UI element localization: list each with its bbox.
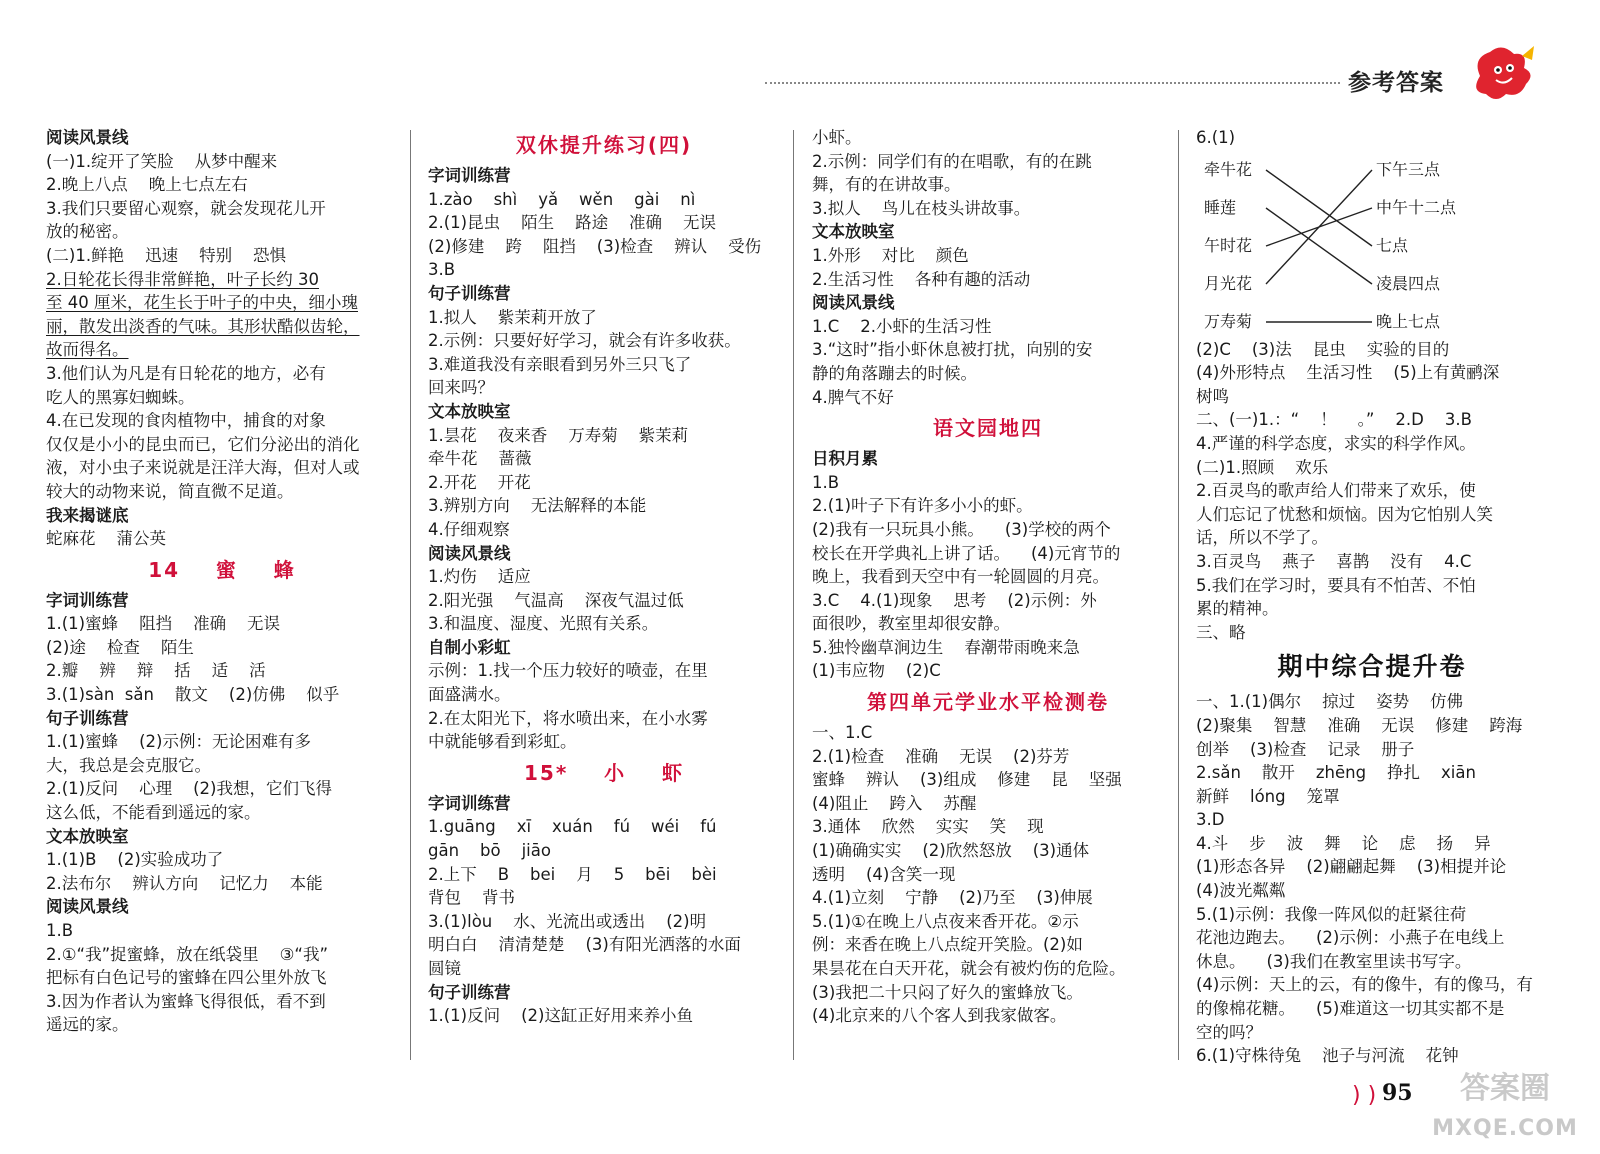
answer-line: (二)1.鲜艳 迅速 特别 恐惧 [46,245,287,265]
answer-line: 3.辨别方向 无法解释的本能 [428,496,647,516]
answer-line: 1.灼伤 适应 [428,567,531,587]
lesson-title: 14 蜜 蜂 [148,557,296,582]
answer-line: 3.B [428,260,456,280]
answer-line: 休息。 (3)我们在教室里读书写字。 [1196,951,1472,971]
match-left-item: 睡莲 [1204,197,1237,217]
answer-line: 仅仅是小小的昆虫而已，它们分泌出的消化 [46,434,360,454]
answer-line: 把标有白色记号的蜜蜂在四公里外放飞 [46,968,327,988]
answer-line: 3.我们只要留心观察，就会发现花儿开 [46,198,326,218]
section-heading: 句子训练营 [428,982,511,1002]
answer-line: (4)波光粼粼 [1196,881,1286,901]
answer-line: 3.因为作者认为蜜蜂飞得很低，看不到 [46,991,326,1011]
answer-line: 液，对小虫子来说就是汪洋大海，但对人或 [46,458,360,478]
answer-column-2 [428,126,780,1066]
answer-line: 3.(1)lòu 水、光流出或透出 (2)明 [428,911,707,931]
answer-line: 的像棉花糖。 (5)难道这一切其实都不是 [1196,999,1505,1019]
section-heading: 阅读风景线 [812,293,895,313]
section-heading: 句子训练营 [428,283,511,303]
answer-line: 2.法布尔 辨认方向 记忆力 本能 [46,873,323,893]
answer-column-3 [812,126,1164,1066]
answer-line: (1)确确实实 (2)欣然怒放 (3)通体 [812,841,1090,861]
answer-line: (2)聚集 智慧 准确 无误 修建 跨海 [1196,715,1523,735]
answer-line: 晚上，我看到天空中有一轮圆圆的月亮。 [812,567,1109,587]
answer-line: 1.(1)蜜蜂 (2)示例：无论困难有多 [46,732,311,752]
section-heading: 我来揭谜底 [46,505,129,525]
answer-line: 一、1.(1)偶尔 掠过 姿势 仿佛 [1196,692,1464,712]
answer-line: 放的秘密。 [46,222,129,242]
answer-line: 回来吗？ [428,378,494,398]
match-line [1266,170,1372,246]
answer-line: 校长在开学典礼上讲了话。 (4)元宵节的 [812,543,1121,563]
answer-line: 三、略 [1196,622,1246,642]
section-heading: 文本放映室 [46,826,129,846]
answer-line: (二)1.照顾 欢乐 [1196,457,1329,477]
answer-line: 3.和温度、湿度、光照有关系。 [428,614,659,634]
answer-line: 1.拟人 紫茉莉开放了 [428,307,597,327]
answer-line: 静的角落蹦去的时候。 [812,363,977,383]
answer-line: 2.sǎn 散开 zhēng 挣扎 xiān [1196,763,1476,783]
answer-line: 蜜蜂 辨认 (3)组成 修建 昆 坚强 [812,770,1122,790]
page-header-title: 参考答案 [1348,70,1444,96]
match-left-item: 午时花 [1204,235,1253,255]
match-left-item: 万寿菊 [1204,311,1253,331]
watermark-logo-text: 答案圈 [1460,1071,1550,1106]
answer-line: 二、(一)1.：“ ！ 。” 2.D 3.B [1196,410,1472,430]
answer-line: 2.示例：只要好好学习，就会有许多收获。 [428,331,741,351]
underlined-answer-line: 故而得名。 [46,340,129,360]
answer-line: 2.示例：同学们有的在唱歌，有的在跳 [812,151,1092,171]
answer-line: 例：来香在晚上八点绽开笑脸。(2)如 [812,935,1083,955]
watermark-url: MXQE.COM [1432,1116,1578,1141]
answer-line: 4.仔细观察 [428,519,510,539]
answer-line: 1.(1)反问 (2)这缸正好用来养小鱼 [428,1006,693,1026]
answer-line: (2)修建 跨 阻挡 (3)检查 辨认 受伤 [428,236,762,256]
answer-line: 2.百灵鸟的歌声给人们带来了欢乐，使 [1196,481,1476,501]
match-left-item: 牵牛花 [1204,159,1253,179]
answer-line: 1.外形 对比 颜色 [812,245,969,265]
column-divider [410,130,411,1060]
answer-line: 面盛满水。 [428,685,511,705]
answer-line: 这么低，不能看到遥远的家。 [46,803,261,823]
section-heading: 字词训练营 [46,590,129,610]
answer-line: 3.拟人 鸟儿在枝头讲故事。 [812,198,1031,218]
underlined-answer-line: 2.日轮花长得非常鲜艳，叶子长约 30 [46,269,319,289]
answer-line: 2.(1)叶子下有许多小小的虾。 [812,496,1033,516]
answer-line: (4)阻止 跨入 苏醒 [812,793,977,813]
answer-line: 4.脾气不好 [812,387,894,407]
answer-line: 话，所以不学了。 [1196,528,1328,548]
answer-line: 5.我们在学习时，要具有不怕苦、不怕 [1196,575,1476,595]
answer-line: 3.难道我没有亲眼看到另外三只飞了 [428,354,692,374]
answer-line: 2.上下 B bei 月 5 bēi bèi [428,864,717,884]
answer-line: 2.①“我”捉蜜蜂，放在纸袋里 ③“我” [46,944,328,964]
section-heading: 自制小彩虹 [428,637,511,657]
header-rule [765,82,1340,84]
match-right-item: 中午十二点 [1376,197,1457,217]
answer-line: 人们忘记了忧愁和烦恼。因为它怕别人笑 [1196,504,1493,524]
section-heading: 字词训练营 [428,793,511,813]
answer-line: 1.B [46,921,74,940]
lesson-title: 15* 小 虾 [524,760,684,785]
answer-line: 一、1.C [812,723,873,743]
match-right-item: 凌晨四点 [1376,273,1441,293]
answer-line: 3.(1)sàn sǎn 散文 (2)仿佛 似乎 [46,685,340,705]
answer-line: 3.他们认为凡是有日轮花的地方，必有 [46,363,326,383]
answer-line: 5.独怜幽草涧边生 春潮带雨晚来急 [812,637,1080,657]
answer-column-1 [46,126,398,1066]
answer-line: 花池边跑去。 (2)示例：小燕子在电线上 [1196,928,1505,948]
answer-line: 1.(1)B (2)实验成功了 [46,850,224,870]
exam-title: 期中综合提升卷 [1277,652,1467,682]
answer-line: 2.瓣 辨 辩 括 适 活 [46,661,266,681]
page-number: 95 [1382,1080,1413,1106]
answer-line: 2.(1)昆虫 陌生 路途 准确 无误 [428,213,717,233]
answer-column-4 [1196,126,1548,1066]
answer-line: 2.晚上八点 晚上七点左右 [46,175,248,195]
answer-line: 背包 背书 [428,888,515,908]
answer-line: 1.C 2.小虾的生活习性 [812,316,992,336]
answer-line: 1.guāng xī xuán fú wéi fú [428,817,717,837]
section-heading: 字词训练营 [428,166,511,185]
answer-line: 小虾。 [812,128,862,147]
answer-line: 3.百灵鸟 燕子 喜鹊 没有 4.C [1196,551,1472,571]
underlined-answer-line: 丽，散发出淡香的气味。其形状酷似齿轮， [46,316,360,336]
answer-line: 大，我总是会克服它。 [46,755,211,775]
answer-line: 1.昙花 夜来香 万寿菊 紫茉莉 [428,425,689,445]
section-heading: 文本放映室 [812,222,895,242]
answer-line: 明白白 清清楚楚 (3)有阳光洒落的水面 [428,935,741,955]
answer-line: 6.(1) [1196,128,1236,147]
match-line [1266,208,1372,284]
answer-line: 牵牛花 蔷薇 [428,449,532,469]
lesson-title: 双休提升练习(四) [515,133,693,157]
answer-line: 3.C 4.(1)现象 思考 (2)示例：外 [812,590,1097,610]
mascot-logo-icon [1462,38,1542,108]
answer-line: (2)C (3)法 昆虫 实验的目的 [1196,339,1450,359]
match-line [1266,170,1372,284]
section-heading: 文本放映室 [428,401,511,421]
answer-line: 吃人的黑寡妇蜘蛛。 [46,387,195,407]
lesson-title: 语文园地四 [933,416,1043,441]
answer-line: 创举 (3)检查 记录 册子 [1196,739,1415,759]
answer-line: (1)韦应物 (2)C [812,661,941,681]
answer-line: 蛇麻花 蒲公英 [46,529,166,549]
answer-line: 透明 (4)含笑一现 [812,864,956,884]
answer-line: 2.阳光强 气温高 深夜气温过低 [428,590,684,610]
lesson-title: 第四单元学业水平检测卷 [867,690,1109,715]
answer-line: 1.(1)蜜蜂 阻挡 准确 无误 [46,614,281,634]
matching-exercise [1196,150,1548,338]
answer-line: 3.D [1196,810,1225,830]
answer-line: 2.(1)反问 心理 (2)我想，它们飞得 [46,779,332,799]
answer-line: 空的吗？ [1196,1022,1262,1042]
answer-line: 6.(1)守株待兔 池子与河流 花钟 [1196,1046,1459,1066]
answer-line: 2.生活习性 各种有趣的活动 [812,269,1031,289]
section-heading: 句子训练营 [46,708,129,728]
match-right-item: 下午三点 [1376,159,1441,179]
answer-line: (3)我把二十只闷了好久的蜜蜂放飞。 [812,982,1083,1002]
answer-line: 1.zào shì yǎ wěn gài nì [428,189,696,209]
section-heading: 阅读风景线 [46,897,129,917]
answer-line: 2.在太阳光下，将水喷出来，在小水雾 [428,708,708,728]
answer-line: (一)1.绽开了笑脸 从梦中醒来 [46,151,278,171]
section-heading: 日积月累 [812,449,878,469]
answer-line: 遥远的家。 [46,1015,129,1035]
answer-line: 3.“这时”指小虾休息被打扰，向别的安 [812,340,1093,360]
answer-line: (2)途 检查 陌生 [46,637,194,657]
answer-line: 面很吵，教室里却很安静。 [812,614,1010,634]
answer-line: 3.通体 欣然 实实 笑 现 [812,817,1044,837]
match-right-item: 七点 [1376,235,1409,255]
answer-line: 1.B [812,472,840,492]
answer-line: 累的精神。 [1196,599,1279,619]
answer-line: 5.(1)示例：我像一阵风似的赶紧往荷 [1196,904,1467,924]
underlined-answer-line: 至 40 厘米，花生长于叶子的中央，细小瑰 [46,293,358,313]
answer-line: (1)形态各异 (2)翩翩起舞 (3)相提并论 [1196,857,1507,877]
watermark [1420,1064,1590,1150]
answer-line: 果昙花在白天开花，就会有被灼伤的危险。 [812,959,1126,978]
section-heading: 阅读风景线 [428,543,511,563]
answer-line: (4)北京来的八个客人到我家做客。 [812,1006,1067,1026]
answer-line: 5.(1)①在晚上八点夜来香开花。②示 [812,911,1079,931]
answer-line: 中就能够看到彩虹。 [428,732,577,752]
footer-decoration-icon: ) ) [1352,1083,1377,1108]
column-divider [1178,130,1179,1060]
answer-line: 2.开花 开花 [428,472,531,492]
answer-line: 4.严谨的科学态度，求实的科学作风。 [1196,433,1476,453]
answer-line: 4.斗 步 波 舞 论 虑 扬 异 [1196,833,1491,853]
answer-line: 舞，有的在讲故事。 [812,175,961,195]
answer-line: 圆镜 [428,959,461,978]
answer-line: 4.在已发现的食肉植物中，捕食的对象 [46,411,326,431]
answer-line: 较大的动物来说，简直微不足道。 [46,481,294,501]
answer-line: (2)我有一只玩具小熊。 (3)学校的两个 [812,519,1111,539]
answer-line: 2.(1)检查 准确 无误 (2)芬芳 [812,746,1070,766]
column-divider [793,130,794,1060]
answer-line: 4.(1)立刻 宁静 (2)乃至 (3)伸展 [812,888,1093,908]
section-heading: 阅读风景线 [46,128,129,147]
match-right-item: 晚上七点 [1376,311,1441,331]
answer-line: 树鸣 [1196,386,1229,406]
answer-line: (4)外形特点 生活习性 (5)上有黄鹂深 [1196,363,1500,383]
answer-line: gān bō jiāo [428,841,551,861]
answer-line: 新鲜 lóng 笼罩 [1196,786,1340,806]
answer-line: (4)示例：天上的云，有的像牛，有的像马，有 [1196,975,1533,995]
match-left-item: 月光花 [1204,273,1253,293]
answer-line: 示例：1.找一个压力较好的喷壶，在里 [428,661,708,681]
